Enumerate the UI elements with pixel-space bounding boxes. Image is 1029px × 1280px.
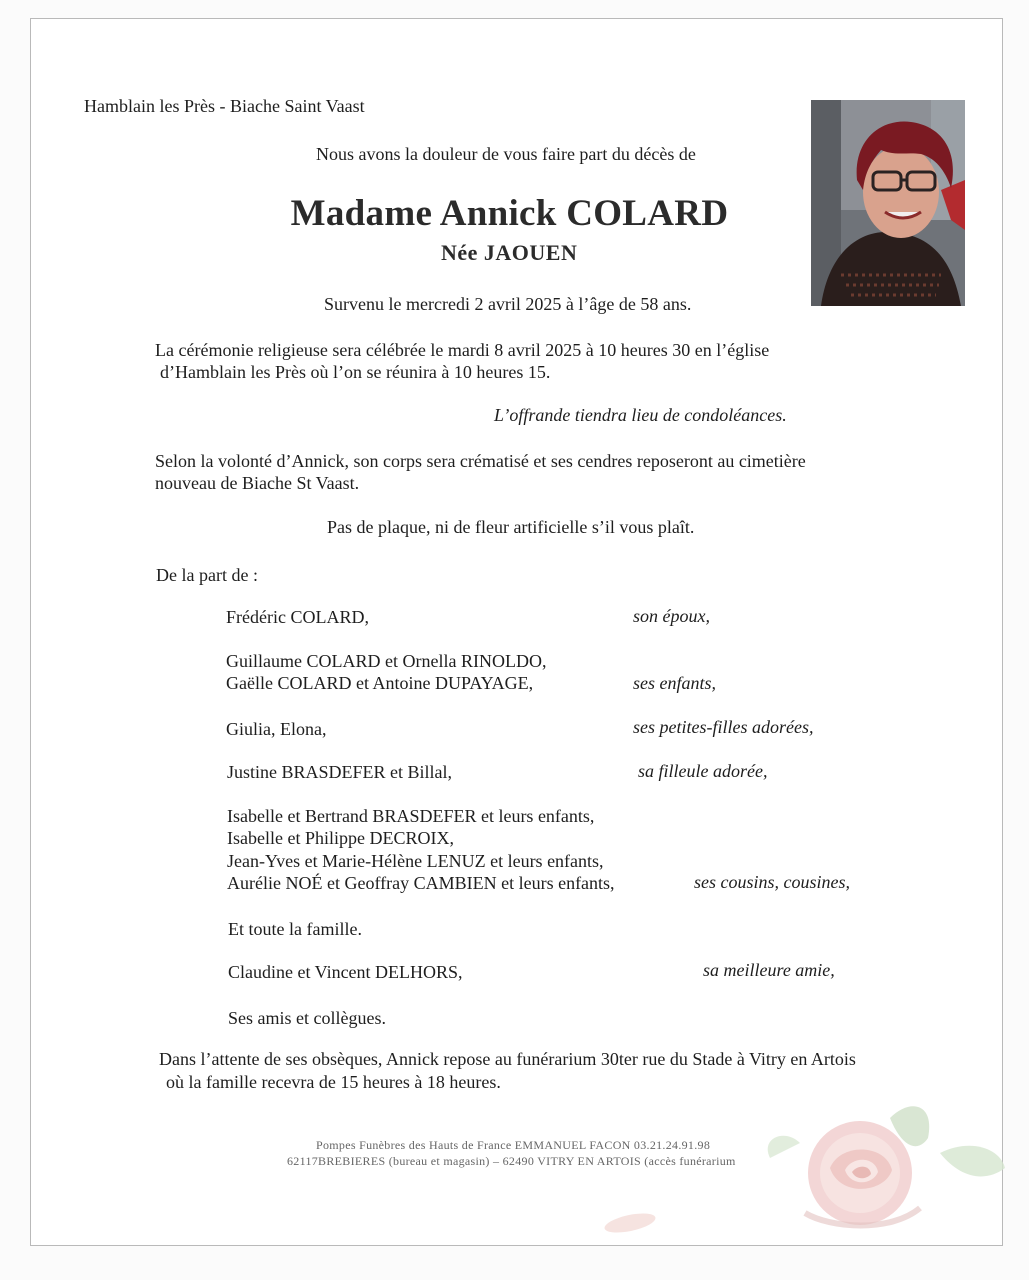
family-relation: ses enfants, xyxy=(633,673,716,693)
intro-line: Nous avons la douleur de vous faire part du décès de xyxy=(316,144,696,164)
family-relation: son époux, xyxy=(633,606,710,626)
ceremony-line-2: d’Hamblain les Près où l’on se réunira à 10 heures 15. xyxy=(160,362,551,382)
birth-name: Née JAOUEN xyxy=(441,240,578,265)
family-relation: ses petites-filles adorées, xyxy=(633,717,814,737)
rose-decoration xyxy=(590,1098,1010,1248)
family-name: Frédéric COLARD, xyxy=(226,607,369,627)
family-name: Isabelle et Philippe DECROIX, xyxy=(227,828,454,848)
offering-note: L’offrande tiendra lieu de condoléances. xyxy=(494,405,787,425)
family-relation: sa filleule adorée, xyxy=(638,761,768,781)
family-relation: sa meilleure amie, xyxy=(703,960,835,980)
place-line: Hamblain les Près - Biache Saint Vaast xyxy=(84,96,365,116)
portrait-photo xyxy=(811,100,965,306)
family-name: Gaëlle COLARD et Antoine DUPAYAGE, xyxy=(226,673,534,693)
ceremony-line-1: La cérémonie religieuse sera célébrée le mardi 8 avril 2025 à 10 heures 30 en l’église xyxy=(155,340,770,360)
family-relation: ses cousins, cousines, xyxy=(694,872,850,892)
death-date-line: Survenu le mercredi 2 avril 2025 à l’âge de 58 ans. xyxy=(324,294,692,314)
family-name: Giulia, Elona, xyxy=(226,719,327,739)
family-name: Ses amis et collègues. xyxy=(228,1008,386,1028)
from-label: De la part de : xyxy=(156,565,258,585)
family-name: Isabelle et Bertrand BRASDEFER et leurs enfants, xyxy=(227,806,595,826)
funeral-home-line-1: Dans l’attente de ses obsèques, Annick repose au funérarium 30ter rue du Stade à Vitry en Artois xyxy=(159,1049,856,1069)
family-name: Guillaume COLARD et Ornella RINOLDO, xyxy=(226,651,547,671)
cremation-line-1: Selon la volonté d’Annick, son corps sera crématisé et ses cendres reposeront au cimetière xyxy=(155,451,806,471)
no-plaque-note: Pas de plaque, ni de fleur artificielle s’il vous plaît. xyxy=(327,517,695,537)
family-name: Claudine et Vincent DELHORS, xyxy=(228,962,463,982)
footer-line-1: Pompes Funèbres des Hauts de France EMMANUEL FACON 03.21.24.91.98 xyxy=(316,1138,711,1152)
family-name: Jean-Yves et Marie-Hélène LENUZ et leurs enfants, xyxy=(227,851,604,871)
footer-line-2: 62117BREBIERES (bureau et magasin) – 62490 VITRY EN ARTOIS (accès funérarium xyxy=(287,1154,736,1168)
family-name: Justine BRASDEFER et Billal, xyxy=(227,762,453,782)
funeral-home-line-2: où la famille recevra de 15 heures à 18 heures. xyxy=(166,1072,501,1092)
family-name: Et toute la famille. xyxy=(228,919,362,939)
cremation-line-2: nouveau de Biache St Vaast. xyxy=(155,473,360,493)
family-name: Aurélie NOÉ et Geoffray CAMBIEN et leurs enfants, xyxy=(227,873,615,893)
deceased-name-text: Madame Annick COLARD xyxy=(290,193,729,234)
